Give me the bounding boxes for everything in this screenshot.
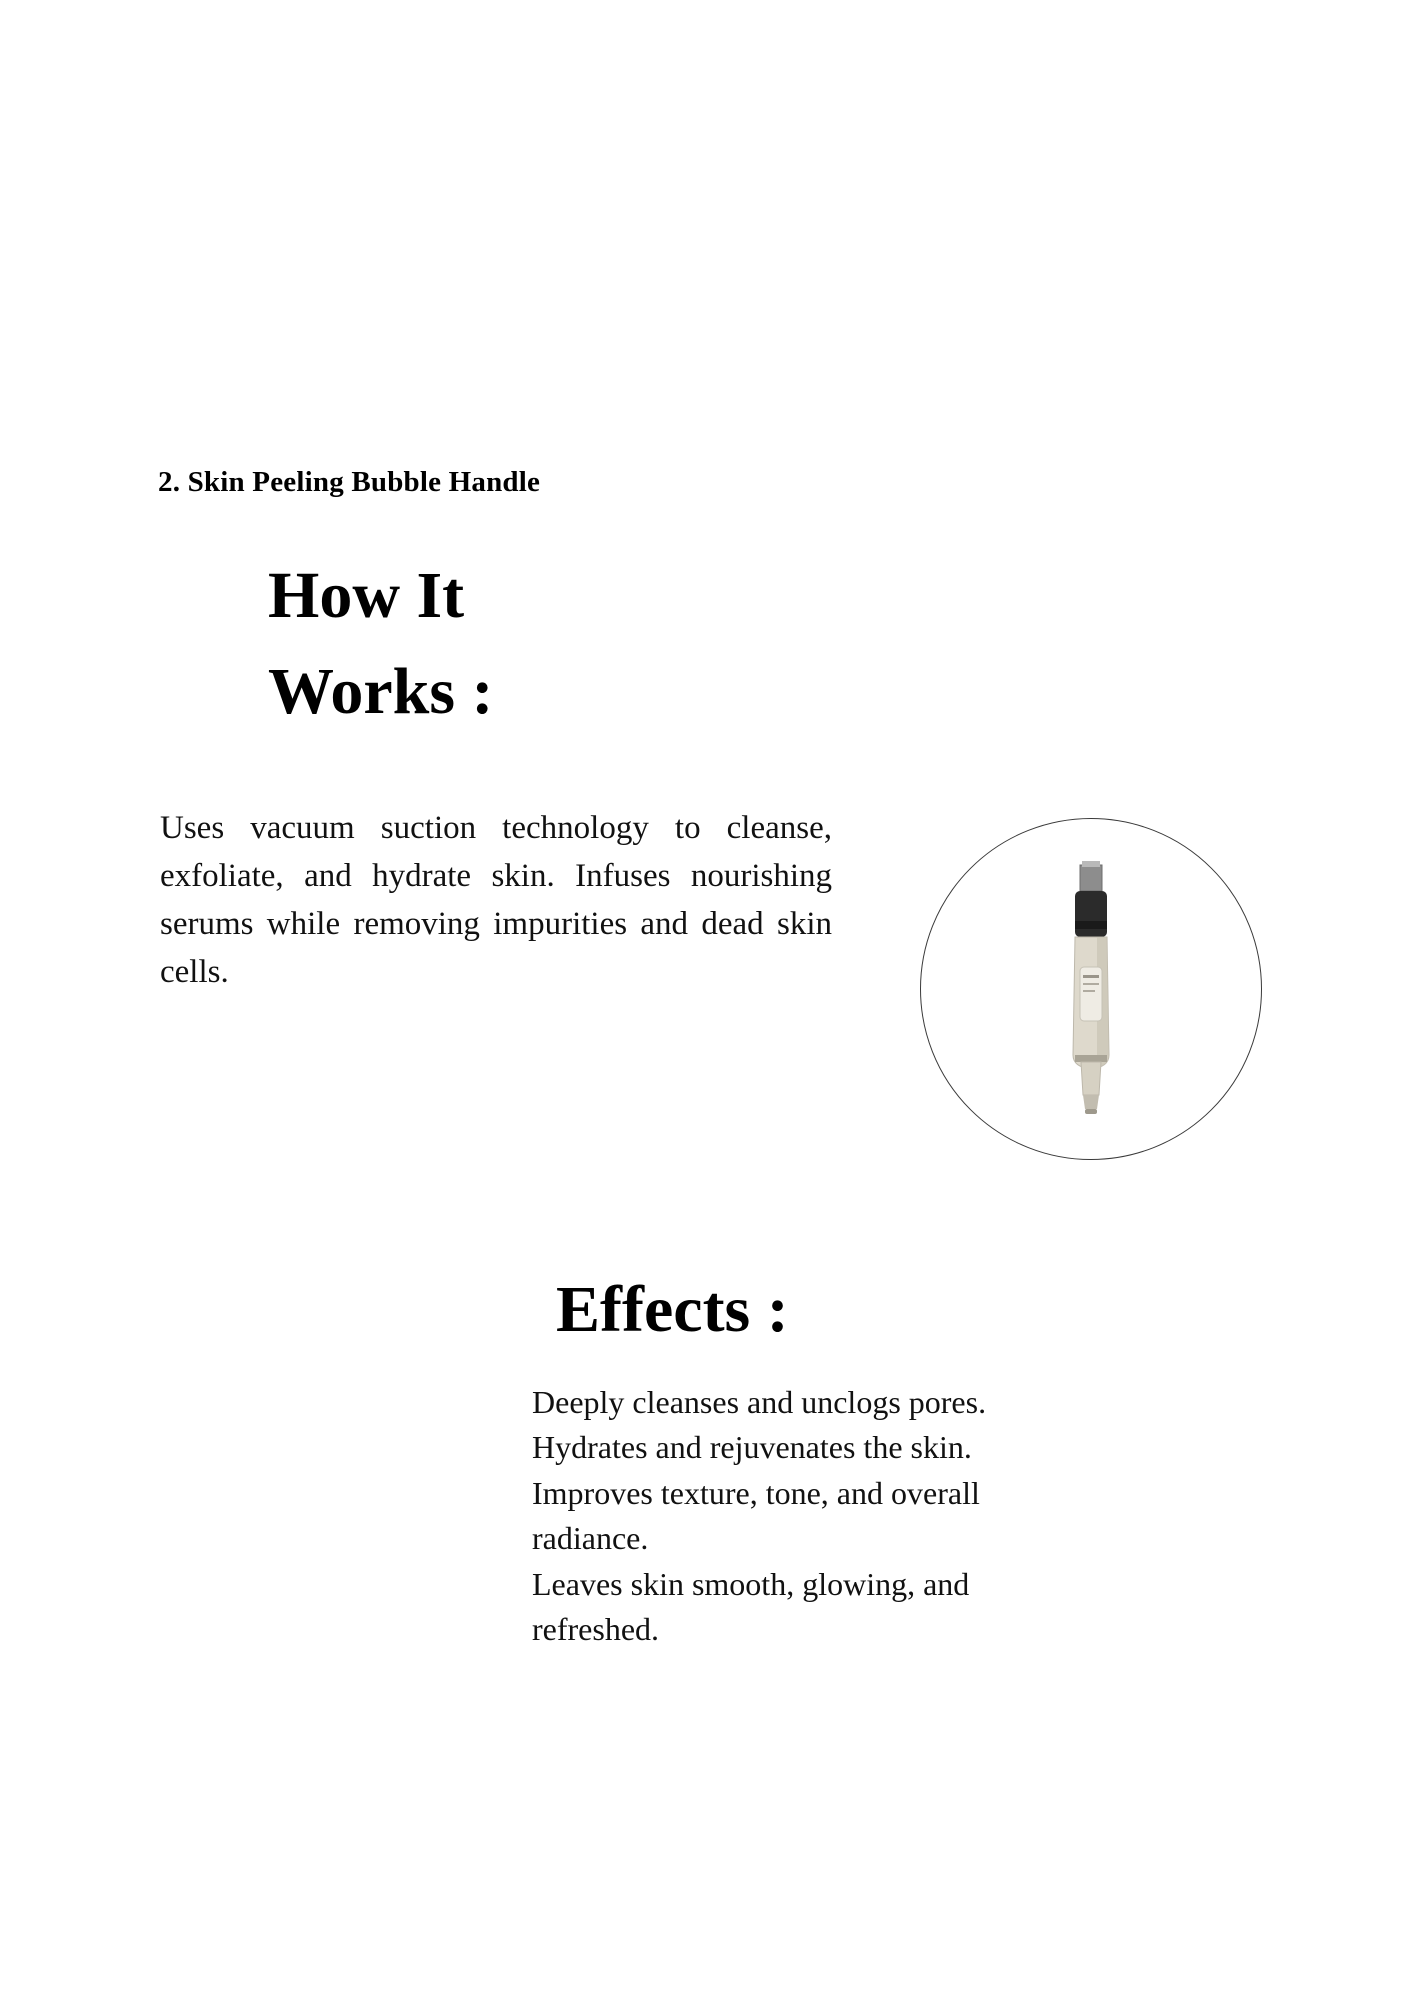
effects-line: radiance. bbox=[532, 1520, 649, 1557]
section-heading: 2. Skin Peeling Bubble Handle bbox=[158, 466, 541, 498]
how-it-works-title bbox=[268, 548, 688, 739]
product-image-circle bbox=[920, 818, 1262, 1160]
effects-line: Leaves skin smooth, glowing, and bbox=[532, 1565, 970, 1602]
effects-line: refreshed. bbox=[532, 1611, 660, 1648]
effects-line: Improves texture, tone, and overall bbox=[532, 1474, 980, 1511]
effects-list bbox=[532, 1380, 1052, 1653]
skin-peeling-bubble-handle-icon bbox=[1031, 859, 1151, 1119]
how-it-works-paragraph: Uses vacuum suction technology to cleanse, exfoliate, and hydrate skin. Infuses nourishing serums while removing impurities and dead skin cells. bbox=[160, 810, 832, 990]
effects-title: Effects : bbox=[556, 1273, 789, 1346]
how-it-works-title-line-1: How It bbox=[268, 559, 465, 632]
effects-line: Deeply cleanses and unclogs pores. bbox=[532, 1384, 987, 1420]
how-it-works-title-line-2: Works : bbox=[268, 654, 494, 728]
effects-line: Hydrates and rejuvenates the skin. bbox=[532, 1429, 972, 1466]
